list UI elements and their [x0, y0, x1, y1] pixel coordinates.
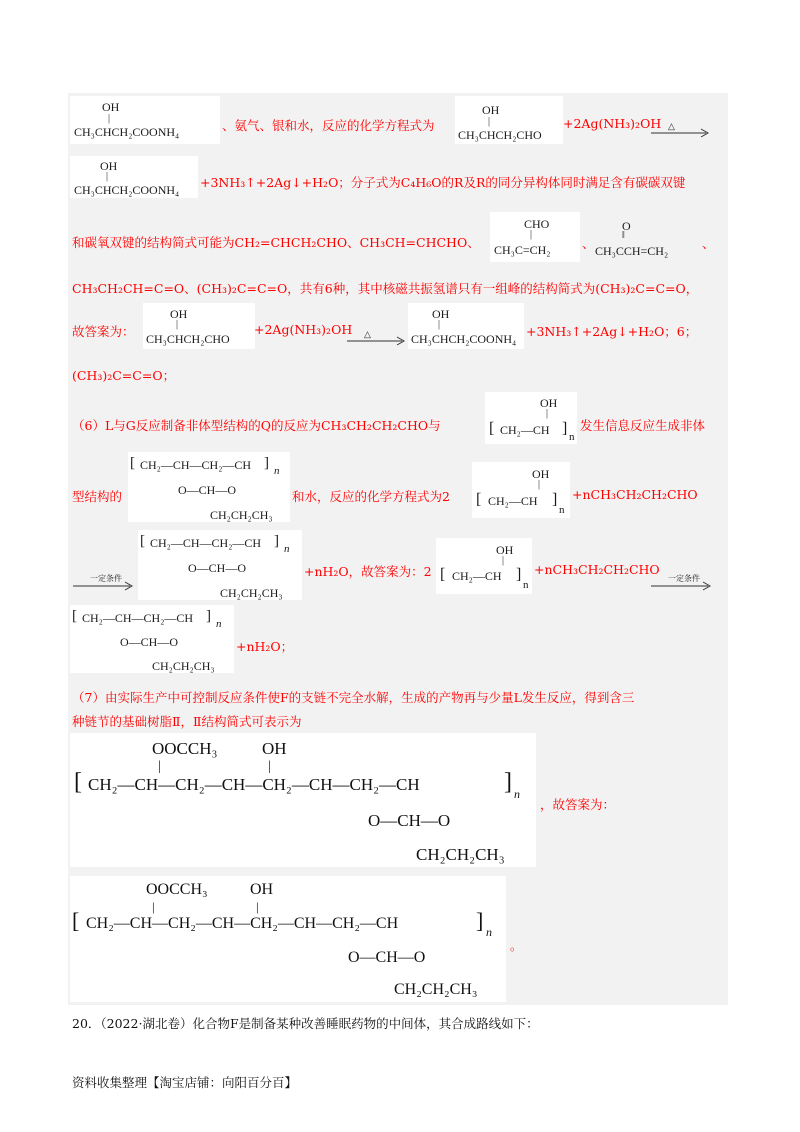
formula-bond: | [438, 319, 441, 330]
arrow-condition: △ [364, 329, 371, 339]
bracket-right: ] [562, 420, 568, 437]
reaction-arrow [72, 581, 136, 591]
answer-text: 发生信息反应生成非体 [580, 418, 706, 433]
formula-bond: | [256, 899, 259, 914]
formula-bond: | [152, 899, 155, 914]
formula-bond: | [176, 319, 179, 330]
resin-tail: CH₂CH₂CH₃ [394, 981, 478, 998]
resin-ring: O—CH—O [368, 811, 451, 830]
formula-main: CH₂—CH—CH₂—CH [82, 611, 194, 625]
formula-top: CHO [524, 217, 550, 231]
formula-bond: | [108, 113, 111, 124]
bracket-left: [ [74, 769, 82, 795]
answer-text: +3NH₃↑+2Ag↓+H₂O；分子式为C₄H₆O的R及R的同分异构体同时满足含有碳碳双键 [200, 175, 686, 190]
formula-bond: | [530, 229, 533, 240]
answer-text: 和水，反应的化学方程式为2 [292, 489, 450, 504]
formula-main: CH₂—CH [488, 494, 538, 508]
bracket-left: [ [140, 533, 145, 549]
formula-oh: OH [540, 396, 558, 410]
reagent: +2Ag(NH₃)₂OH [563, 116, 662, 131]
repeat-n: n [486, 925, 492, 939]
resin-top-left: OOCCH₃ [146, 881, 208, 898]
separator: 、 [582, 236, 595, 251]
reaction-arrow [650, 128, 712, 138]
formula-bond: | [502, 555, 505, 566]
bracket-right: ] [552, 491, 558, 508]
resin-tail: CH₂CH₂CH₃ [416, 845, 505, 864]
repeat-n: n [523, 579, 529, 591]
formula-bond: | [488, 116, 491, 127]
answer-text: (CH₃)₂C=C=O； [72, 368, 176, 383]
formula-tail: CH₂CH₂CH₃ [220, 586, 283, 600]
formula-bond: | [268, 759, 271, 774]
reaction-arrow [346, 336, 408, 346]
formula-main: CH₃CHCH₂CHO [458, 128, 542, 142]
answer-text: +3NH₃↑+2Ag↓+H₂O；6； [526, 324, 698, 339]
formula-bond: | [106, 171, 109, 182]
formula-tail: CH₂CH₂CH₃ [210, 508, 273, 522]
answer-text: +nH₂O，故答案为：2 [304, 564, 432, 579]
repeat-n: n [514, 787, 520, 801]
resin-main: CH₂—CH—CH₂—CH—CH₂—CH—CH₂—CH [86, 915, 399, 932]
answer-text: ，故答案为： [540, 797, 616, 812]
formula-main: CH₂—CH—CH₂—CH [150, 536, 262, 550]
resin-top-mid: OH [250, 881, 274, 898]
answer-text: （6）L与G反应制备非体型结构的Q的反应为CH₃CH₂CH₂CHO与 [72, 418, 441, 433]
formula-oh: OH [532, 467, 550, 481]
formula-tail: CH₂CH₂CH₃ [152, 659, 215, 673]
bracket-left: [ [72, 908, 80, 933]
formula-oh: OH [432, 307, 450, 321]
footer-source: 资料收集整理【淘宝店铺：向阳百分百】 [72, 1075, 298, 1090]
reagent: +nCH₃CH₂CH₂CHO [572, 487, 698, 502]
formula-main: CH₃C=CH₂ [494, 243, 551, 257]
bracket-left: [ [72, 608, 77, 624]
reaction-arrow [650, 581, 714, 591]
answer-text: CH₃CH₂CH=C=O、(CH₃)₂C=C=O，共有6种，其中核磁共振氢谱只有一组峰的结构简式为(CH₃)₂C=C=O， [72, 281, 699, 296]
bracket-left: [ [440, 566, 446, 583]
formula-oh: OH [100, 159, 118, 173]
formula-box [472, 462, 570, 518]
resin-top-mid: OH [262, 739, 287, 758]
formula-bond: | [538, 479, 541, 490]
answer-text: 和碳氧双键的结构简式可能为CH₂=CHCH₂CHO、CH₃CH=CHCHO、 [72, 235, 480, 250]
arrow-condition: 一定条件 [90, 574, 122, 583]
repeat-n: n [559, 504, 565, 516]
formula-bond: | [158, 759, 161, 774]
formula-oh: OH [482, 103, 500, 117]
answer-text: +nH₂O； [236, 639, 294, 654]
repeat-n: n [274, 465, 280, 477]
formula-oh: OH [102, 100, 120, 114]
end-mark: 。 [510, 938, 523, 953]
formula-top: O [622, 219, 631, 233]
arrow-condition: 一定条件 [668, 574, 700, 583]
formula-main: CH₂—CH [500, 423, 550, 437]
formula-ring: O—CH—O [188, 561, 247, 575]
formula-main: CH₂—CH—CH₂—CH [140, 458, 252, 472]
resin-top-left: OOCCH₃ [152, 739, 218, 758]
question-20: 20．（2022·湖北卷）化合物F是制备某种改善睡眠药物的中间体，其合成路线如下： [72, 1016, 539, 1031]
separator: 、 [702, 236, 715, 251]
answer-text: （7）由实际生产中可控制反应条件使F的支链不完全水解，生成的产物再与少量L发生反应，得到含三 [72, 690, 635, 705]
reagent: +nCH₃CH₂CH₂CHO [534, 562, 660, 577]
bracket-left: [ [489, 420, 495, 437]
bracket-right: ] [264, 455, 269, 471]
formula-main: CH₂—CH [452, 569, 502, 583]
arrow-condition: △ [668, 121, 675, 131]
resin-main: CH₂—CH—CH₂—CH—CH₂—CH—CH₂—CH [88, 775, 420, 794]
formula-ring: O—CH—O [120, 635, 179, 649]
formula-main: CH₃CCH=CH₂ [595, 244, 669, 258]
formula-oh: OH [170, 307, 188, 321]
answer-text: 、氨气、银和水，反应的化学方程式为 [222, 118, 435, 133]
bracket-right: ] [504, 769, 512, 795]
answer-text: 种链节的基础树脂Ⅱ，Ⅱ结构简式可表示为 [72, 714, 302, 729]
bracket-left: [ [476, 491, 482, 508]
resin-ring: O—CH—O [348, 949, 426, 966]
repeat-n: n [216, 618, 222, 630]
answer-text: 型结构的 [72, 489, 123, 504]
formula-bond: ‖ [622, 230, 625, 241]
bracket-right: ] [274, 533, 279, 549]
formula-main: CH₃CHCH₂CHO [146, 332, 230, 346]
reagent: +2Ag(NH₃)₂OH [254, 322, 353, 337]
repeat-n: n [569, 431, 575, 443]
repeat-n: n [284, 543, 290, 555]
bracket-right: ] [516, 566, 522, 583]
bracket-right: ] [206, 608, 211, 624]
answer-text: 故答案为： [72, 324, 135, 339]
bracket-left: [ [130, 455, 135, 471]
formula-main: CH₃CHCH₂COONH₄ [411, 332, 517, 346]
bracket-right: ] [476, 908, 484, 933]
formula-ring: O—CH—O [178, 483, 237, 497]
formula-bond: | [546, 408, 549, 419]
formula-main: CH₃CHCH₂COONH₄ [74, 183, 180, 197]
formula-oh: OH [496, 543, 514, 557]
formula-main: CH₃CHCH₂COONH₄ [74, 125, 180, 139]
